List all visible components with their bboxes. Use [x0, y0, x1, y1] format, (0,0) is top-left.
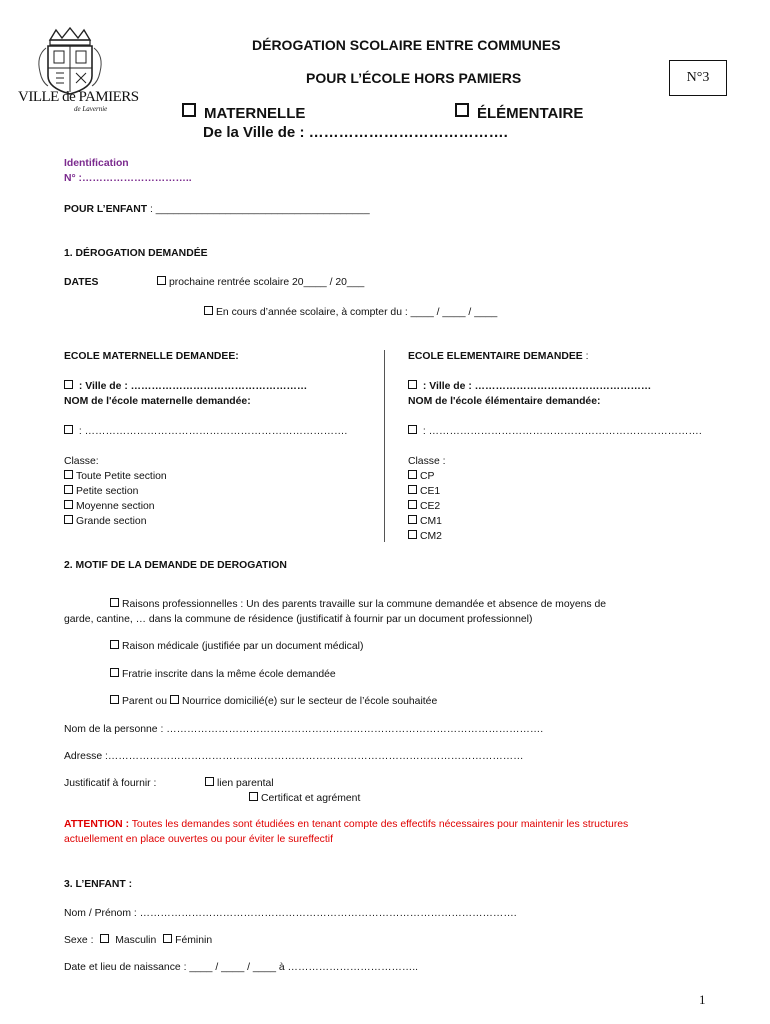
classe-option[interactable]: Grande section [64, 515, 146, 529]
identification-number[interactable]: N° :………………………….. [64, 173, 192, 184]
classe-option[interactable]: Toute Petite section [64, 470, 167, 484]
checkbox-icon[interactable] [249, 792, 258, 801]
checkbox-icon[interactable] [157, 276, 166, 285]
motif-professionnel-continued: garde, cantine, … dans la commune de résidence (justificatif à fournir par un document professionnel) [64, 614, 533, 625]
checkbox-icon[interactable] [163, 934, 172, 943]
checkbox-icon[interactable] [182, 103, 196, 117]
column-divider [384, 350, 385, 542]
page-subtitle: POUR L’ÉCOLE HORS PAMIERS [306, 70, 522, 86]
classe-option[interactable]: Petite section [64, 485, 138, 499]
option-maternelle[interactable]: MATERNELLE [182, 103, 305, 122]
classe-option[interactable]: CM2 [408, 530, 442, 544]
adresse-field[interactable]: Adresse :………………………………………………………………………………………………………… [64, 751, 524, 762]
checkbox-icon[interactable] [110, 668, 119, 677]
page-title: DÉROGATION SCOLAIRE ENTRE COMMUNES [252, 37, 561, 53]
identification-label: Identification [64, 158, 129, 169]
checkbox-icon[interactable] [110, 640, 119, 649]
checkbox-icon[interactable] [408, 485, 417, 494]
checkbox-icon[interactable] [408, 425, 417, 434]
maternelle-heading: ECOLE MATERNELLE DEMANDEE: [64, 351, 239, 362]
classe-option[interactable]: CM1 [408, 515, 442, 529]
checkbox-icon[interactable] [205, 777, 214, 786]
maternelle-nom-label: NOM de l'école maternelle demandée: [64, 396, 251, 407]
maternelle-ville-field[interactable]: : Ville de : …………………………………………… [64, 380, 307, 394]
checkbox-icon[interactable] [110, 598, 119, 607]
maternelle-nom-field[interactable]: : …………………………………………………………………. [64, 425, 347, 439]
sexe-masculin[interactable]: Masculin [100, 935, 156, 946]
checkbox-icon[interactable] [110, 695, 119, 704]
option-en-cours[interactable]: En cours d’année scolaire, à compter du : ____ / ____ / ____ [204, 306, 497, 320]
section2-heading: 2. MOTIF DE LA DEMANDE DE DEROGATION [64, 560, 287, 571]
checkbox-icon[interactable] [455, 103, 469, 117]
sexe-field: Sexe : Masculin Féminin [64, 935, 213, 946]
attention-notice-continued: actuellement en place ouvertes ou pour éviter le sureffectif [64, 834, 333, 845]
option-rentree[interactable]: prochaine rentrée scolaire 20____ / 20___ [157, 276, 364, 290]
checkbox-icon[interactable] [408, 530, 417, 539]
checkbox-icon[interactable] [170, 695, 179, 704]
ville-field[interactable]: De la Ville de : …………………………………. [203, 124, 508, 141]
elementaire-nom-label: NOM de l'école élémentaire demandée: [408, 396, 601, 407]
section1-heading: 1. DÉROGATION DEMANDÉE [64, 248, 208, 259]
attention-notice: ATTENTION : Toutes les demandes sont étudiées en tenant compte des effectifs nécessaires pour maintenir les structures [64, 819, 629, 830]
justificatif-certificat[interactable]: Certificat et agrément [249, 792, 360, 806]
dates-label: DATES [64, 277, 99, 288]
maternelle-classe-label: Classe: [64, 456, 99, 467]
elementaire-nom-field[interactable]: : ……………………………………………………………………. [408, 425, 702, 439]
classe-option[interactable]: CE2 [408, 500, 440, 514]
checkbox-icon[interactable] [100, 934, 109, 943]
nom-personne-field[interactable]: Nom de la personne : ………………………………………………………………………………………………. [64, 724, 544, 735]
sexe-feminin[interactable]: Féminin [163, 935, 212, 946]
enfant-field[interactable]: POUR L’ENFANT : _____________________________________ [64, 204, 370, 215]
motif-fratrie[interactable]: Fratrie inscrite dans la même école demandée [110, 668, 336, 682]
checkbox-icon[interactable] [408, 380, 417, 389]
classe-option[interactable]: CP [408, 470, 434, 484]
elementaire-classe-label: Classe : [408, 456, 446, 467]
checkbox-icon[interactable] [204, 306, 213, 315]
naissance-field[interactable]: Date et lieu de naissance : ____ / ____ / ____ à ……………………………….. [64, 962, 419, 973]
motif-professionnel[interactable]: Raisons professionnelles : Un des parents travaille sur la commune demandée et absence de moyens de [110, 598, 606, 612]
elementaire-heading: ECOLE ELEMENTAIRE DEMANDEE : [408, 351, 589, 362]
checkbox-icon[interactable] [408, 470, 417, 479]
page-number: 1 [699, 992, 706, 1007]
checkbox-icon[interactable] [64, 425, 73, 434]
classe-option[interactable]: CE1 [408, 485, 440, 499]
justificatif-lien-parental[interactable]: lien parental [205, 777, 274, 791]
logo-signature: de Lavernie [74, 105, 108, 113]
elementaire-ville-field[interactable]: : Ville de : …………………………………………… [408, 380, 651, 394]
motif-medical[interactable]: Raison médicale (justifiée par un document médical) [110, 640, 363, 654]
option-elementaire[interactable]: ÉLÉMENTAIRE [455, 103, 583, 122]
section3-heading: 3. L’ENFANT : [64, 879, 133, 890]
checkbox-icon[interactable] [408, 500, 417, 509]
checkbox-icon[interactable] [64, 380, 73, 389]
logo-text: VILLE de PAMIERS [18, 89, 139, 105]
checkbox-icon[interactable] [408, 515, 417, 524]
ville-de-pamiers-logo [16, 26, 139, 116]
checkbox-icon[interactable] [64, 515, 73, 524]
nom-prenom-field[interactable]: Nom / Prénom : ………………………………………………………………………………………………. [64, 908, 517, 919]
motif-parent-nourrice[interactable]: Parent ou Nourrice domicilié(e) sur le secteur de l’école souhaitée [110, 695, 437, 709]
justificatif-label: Justificatif à fournir : [64, 778, 157, 789]
form-number-badge: N°3 [669, 60, 727, 96]
checkbox-icon[interactable] [64, 470, 73, 479]
checkbox-icon[interactable] [64, 485, 73, 494]
checkbox-icon[interactable] [64, 500, 73, 509]
classe-option[interactable]: Moyenne section [64, 500, 155, 514]
